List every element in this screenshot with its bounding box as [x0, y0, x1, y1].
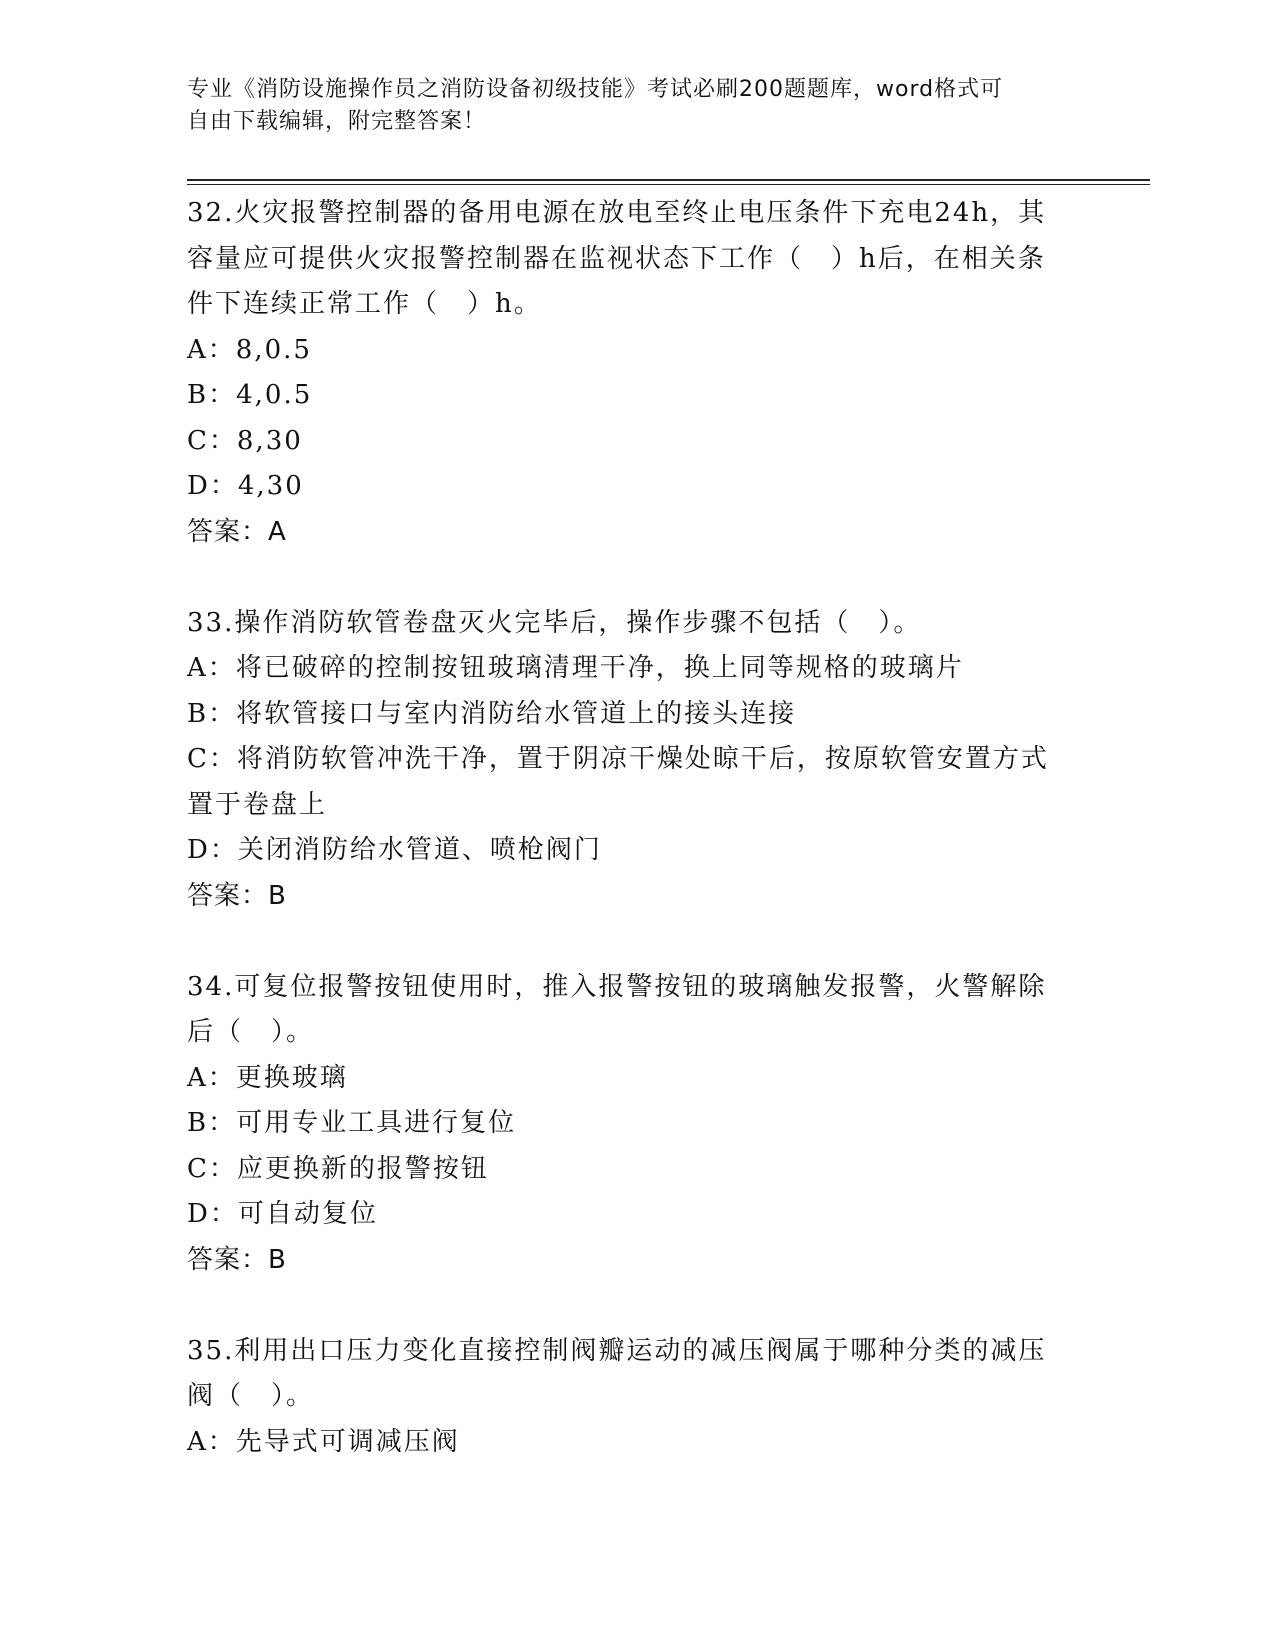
spacer	[187, 1283, 1087, 1329]
question-option: D：可自动复位	[187, 1199, 378, 1229]
question-option: D：关闭消防给水管道、喷枪阀门	[187, 835, 602, 865]
question-stem: 容量应可提供火灾报警控制器在监视状态下工作（ ）h后，在相关条	[187, 243, 1046, 274]
header-line: 自由下载编辑，附完整答案！	[187, 109, 487, 134]
question-option: A：更换玻璃	[187, 1062, 348, 1093]
header-line: 专业《消防设施操作员之消防设备初级技能》考试必刷200题题库，word格式可	[187, 77, 1004, 102]
question-option: A：先导式可调减压阀	[187, 1426, 460, 1457]
question-stem: 阀（ ）。	[187, 1381, 315, 1411]
spacer	[187, 919, 1087, 965]
question-item	[187, 601, 1087, 920]
question-option: A：将已破碎的控制按钮玻璃清理干净，换上同等规格的玻璃片	[187, 653, 964, 683]
question-answer: 答案：A	[187, 516, 287, 547]
header-divider-thin	[187, 184, 1150, 185]
question-stem: 34.可复位报警按钮使用时，推入报警按钮的玻璃触发报警，火警解除	[187, 971, 1047, 1002]
question-option: C：8,30	[187, 425, 303, 456]
question-option: A：8,0.5	[187, 334, 312, 365]
question-option: D：4,30	[187, 471, 304, 501]
question-option: B：将软管接口与室内消防给水管道上的接头连接	[187, 698, 797, 729]
question-option: 置于卷盘上	[187, 789, 328, 820]
question-stem: 35.利用出口压力变化直接控制阀瓣运动的减压阀属于哪种分类的减压	[187, 1335, 1047, 1366]
question-answer: 答案：B	[187, 880, 287, 911]
spacer	[187, 555, 1087, 601]
question-option: B：可用专业工具进行复位	[187, 1108, 517, 1138]
question-option: B：4,0.5	[187, 380, 313, 410]
question-option: C：将消防软管冲洗干净，置于阴凉干燥处晾干后，按原软管安置方式	[187, 744, 1049, 774]
question-option: C：应更换新的报警按钮	[187, 1153, 489, 1184]
question-answer: 答案：B	[187, 1244, 287, 1275]
question-item	[187, 1329, 1087, 1466]
question-list	[187, 191, 1087, 1465]
question-item	[187, 191, 1087, 555]
question-stem: 32.火灾报警控制器的备用电源在放电至终止电压条件下充电24h，其	[187, 198, 1047, 228]
question-stem: 33.操作消防软管卷盘灭火完毕后，操作步骤不包括（ ）。	[187, 607, 922, 638]
question-stem: 后（ ）。	[187, 1017, 315, 1047]
question-stem: 件下连续正常工作（ ）h。	[187, 289, 542, 319]
header-divider	[187, 179, 1150, 181]
document-header	[187, 74, 1067, 138]
question-item	[187, 965, 1087, 1284]
